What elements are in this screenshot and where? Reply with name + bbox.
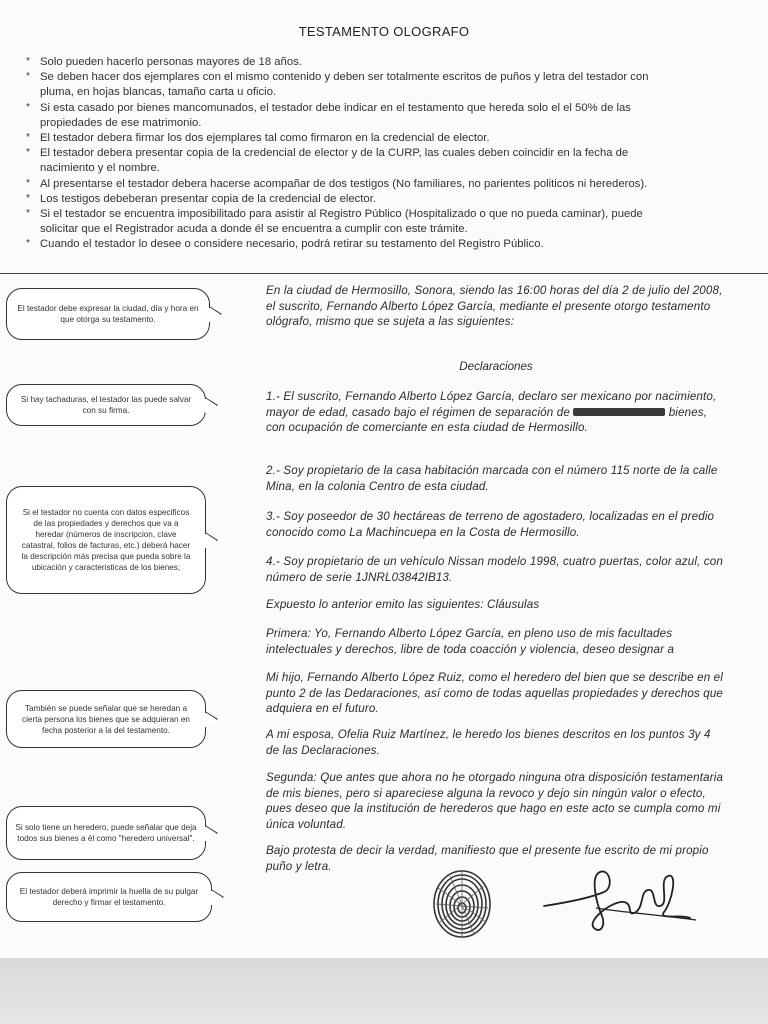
callout-huella-firma: El testador deberá imprimir la huella de su pulgar derecho y firmar el testamento. [6,872,212,922]
callout-heredero-universal: Si solo tiene un heredero, puede señalar que deja todos sus bienes a él como "heredero universal". [6,806,206,860]
list-item: * Solo pueden hacerlo personas mayores de 18 años. [26,56,302,68]
callout-ciudad-dia-hora: El testador debe expresar la ciudad, día y hora en que otorga su testamento. [6,288,210,340]
heredera-esposa: A mi esposa, Ofelia Ruiz Martínez, le heredo los bienes descritos en los puntos 3y 4 de las Declaraciones. [266,728,711,757]
declaraciones-heading: Declaraciones [459,360,533,373]
callout-bienes-futuros: También se puede señalar que se heredan a cierta persona los bienes que se adquieran en fecha posterior a la del testamento. [6,690,206,748]
list-item: * Si el testador se encuentra imposibilitado para asistir al Registro Público (Hospitalizado o que no pueda caminar), puede solicitar que el Registrador acuda a donde él se encuentra a cumplir con este trámite. [26,208,643,236]
redaction-mark [573,408,665,416]
list-item: * Al presentarse el testador debera hacerse acompañar de dos testigos (No familiares, no parientes politicos ni herederos). [26,177,648,190]
clausulas-intro: Expuesto lo anterior emito las siguientes: Cláusulas [266,598,540,611]
list-item: * Se deben hacer dos ejemplares con el mismo contenido y deben ser totalmente escritos de puños y letra del testador con pluma, en hojas blancas, tamaño carta u oficio. [26,71,649,99]
requirements-list [26,55,666,253]
will-intro: En la ciudad de Hermosillo, Sonora, siendo las 16:00 horas del día 2 de julio del 2008, el suscrito, Fernando Alberto López García, mediante el presente otorgo testamento ológrafo, mismo que se sujeta a las siguientes: [266,284,723,328]
list-item: * Si esta casado por bienes mancomunados, el testador debe indicar en el testamento que hereda solo el el 50% de las propiedades de ese matrimonio. [26,101,631,129]
section-divider [0,273,768,274]
callout-tachaduras: Si hay tachaduras, el testador las puede salvar con su firma. [6,384,206,426]
protesta-verdad: Bajo protesta de decir la verdad, manifiesto que el presente fue escrito de mi propio puño y letra. [266,844,709,873]
list-item: * Cuando el testador lo desee o considere necesario, podrá retirar su testamento del Registro Público. [26,238,544,251]
declaracion-2: 2.- Soy propietario de la casa habitación marcada con el número 115 norte de la calle Mina, en la colonia Centro de esta ciudad. [266,464,718,493]
declaracion-3: 3.- Soy poseedor de 30 hectáreas de terreno de agostadero, localizadas en el predio conocido como La Machincuepa en la Costa de Hermosillo. [266,510,715,539]
callout-descripcion-bienes: Si el testador no cuenta con datos especificos de las propiedades y derechos que va a heredar (números de inscripcion, clave catastral, folios de facturas, etc.) deberá hacer la descripción más precisa que pueda sobre la ubicación y caracteristicas de los bienes; [6,486,206,594]
clausula-segunda: Segunda: Que antes que ahora no he otorgado ninguna otra disposición testamentaria de mis bienes, pero si apareciese alguna la revoco y dejo sin ningún valor o efecto, pues deseo que la institución de herederos que hago en este acto se cumpla como mi única voluntad. [266,771,724,831]
heredero-hijo: Mi hijo, Fernando Alberto López Ruiz, como el heredero del bien que se describe en el punto 2 de las Dedaraciones, así como de todas aquellas propiedades y derechos que adquiera en el futuro. [266,671,724,715]
clausula-primera: Primera: Yo, Fernando Alberto López García, en pleno uso de mis facultades intelectuales y derechos, libre de toda coacción y violencia, deseo designar a [266,627,675,656]
list-item: * El testador debera firmar los dos ejemplares tal como firmaron en la credencial de elector. [26,132,490,145]
document-title: TESTAMENTO OLOGRAFO [298,24,470,39]
list-item: * El testador debera presentar copia de la credencial de elector y de la CURP, las cuales deben coincidir en la fecha de nacimiento y el nombre. [26,147,629,175]
declaracion-1: 1.- El suscrito, Fernando Alberto López García, declaro ser mexicano por nacimiento, mayor de edad, casado bajo el régimen de separación de bienes, con ocupación de comerciante en esta ciudad de Hermosillo. [266,390,717,434]
declaracion-4: 4.- Soy propietario de un vehículo Nissan modelo 1998, cuatro puertas, color azul, con número de serie 1JNRL03842IB13. [266,555,723,584]
signature-icon [540,862,700,938]
fingerprint-icon [430,868,494,940]
scan-bottom-shadow [0,958,768,1024]
list-item: * Los testigos debeberan presentar copia de la credencial de elector. [26,192,376,205]
